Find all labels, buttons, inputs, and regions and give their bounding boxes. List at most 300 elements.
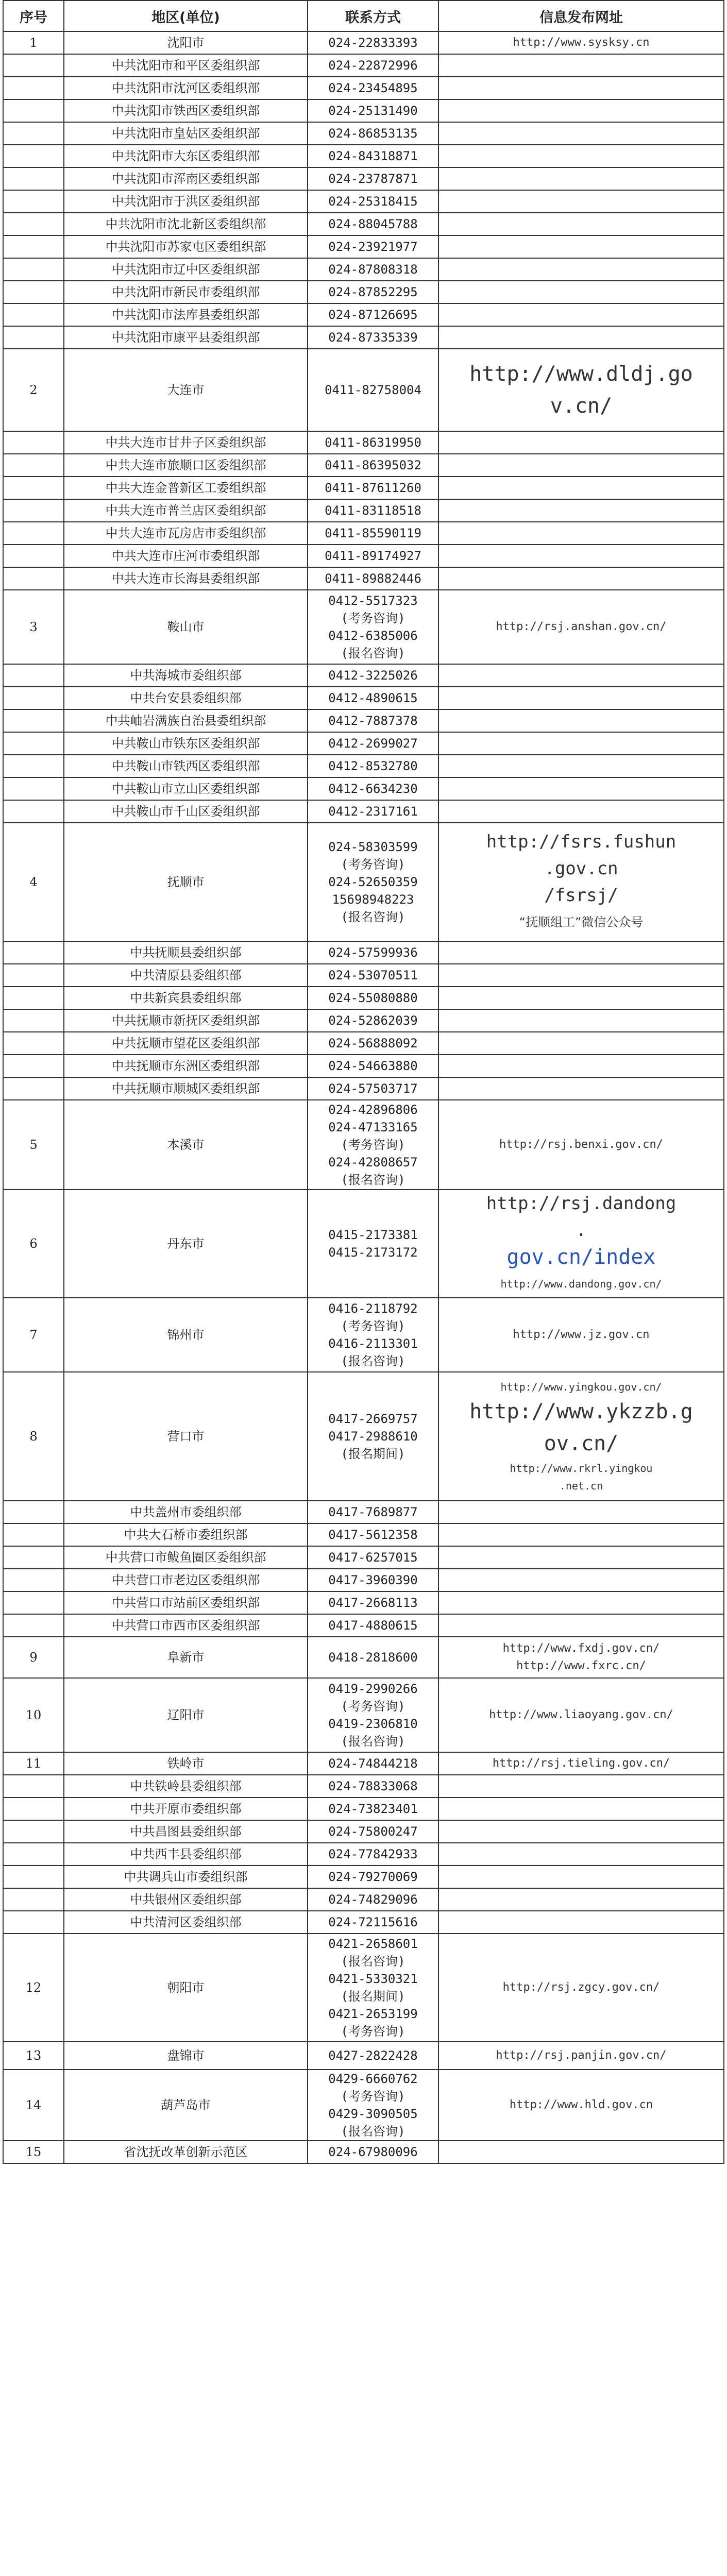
contact-line: 0419-2306810 xyxy=(328,1717,418,1731)
contact-line: 0411-83118518 xyxy=(325,503,421,518)
header-contact: 联系方式 xyxy=(308,1,438,31)
cell-area: 中共鞍山市立山区委组织部 xyxy=(64,777,308,800)
cell-contact xyxy=(308,1055,438,1077)
cell-area: 中共沈阳市铁西区委组织部 xyxy=(64,99,308,122)
header-no: 序号 xyxy=(3,1,64,31)
cell-area: 中共沈阳市大东区委组织部 xyxy=(64,145,308,167)
web-link[interactable]: http://www.fxrc.cn/ xyxy=(516,1659,646,1672)
cell-no: 7 xyxy=(3,1298,64,1372)
cell-contact xyxy=(308,99,438,122)
cell-web[interactable] xyxy=(438,1934,724,2042)
contact-line: (报名咨询) xyxy=(341,1734,405,1749)
cell-contact xyxy=(308,732,438,755)
cell-web[interactable] xyxy=(438,1678,724,1752)
cell-web xyxy=(438,732,724,755)
cell-contact xyxy=(308,499,438,522)
cell-web xyxy=(438,1843,724,1866)
cell-no xyxy=(3,987,64,1009)
contact-line: 024-22833393 xyxy=(328,36,418,50)
web-link[interactable]: http://www.liaoyang.gov.cn/ xyxy=(489,1708,673,1721)
cell-web xyxy=(438,545,724,567)
cell-contact xyxy=(308,800,438,823)
table-row xyxy=(3,1055,724,1077)
cell-contact xyxy=(308,1820,438,1843)
contact-line: 0417-7689877 xyxy=(328,1505,418,1519)
cell-no xyxy=(3,567,64,590)
cell-contact xyxy=(308,1501,438,1523)
cell-no xyxy=(3,1055,64,1077)
contact-line: 024-57599936 xyxy=(328,945,418,960)
cell-web xyxy=(438,1614,724,1637)
cell-no: 6 xyxy=(3,1190,64,1298)
cell-area: 葫芦岛市 xyxy=(64,2070,308,2141)
cell-web[interactable] xyxy=(438,590,724,664)
web-line: gov.cn/index xyxy=(506,1245,656,1269)
cell-web xyxy=(438,1888,724,1911)
contact-line: 024-23787871 xyxy=(328,172,418,186)
cell-web[interactable] xyxy=(438,1298,724,1372)
cell-web[interactable] xyxy=(438,2042,724,2070)
cell-no xyxy=(3,1569,64,1591)
cell-contact xyxy=(308,823,438,941)
cell-web xyxy=(438,1009,724,1032)
cell-no xyxy=(3,1843,64,1866)
web-link[interactable]: http://www.dandong.gov.cn/ xyxy=(500,1278,662,1290)
cell-no: 11 xyxy=(3,1752,64,1775)
contact-line: 0429-6660762 xyxy=(328,2072,418,2086)
table-header-row xyxy=(3,1,724,31)
table-row xyxy=(3,2042,724,2070)
cell-contact xyxy=(308,122,438,145)
cell-web xyxy=(438,1032,724,1055)
cell-contact xyxy=(308,590,438,664)
contact-line: 024-52650359 xyxy=(328,875,418,889)
cell-area: 中共大连市庄河市委组织部 xyxy=(64,545,308,567)
cell-no xyxy=(3,1775,64,1798)
cell-area: 本溪市 xyxy=(64,1100,308,1190)
table-row xyxy=(3,499,724,522)
header-web: 信息发布网址 xyxy=(438,1,724,31)
contact-line: 024-87335339 xyxy=(328,330,418,345)
cell-no xyxy=(3,732,64,755)
cell-no xyxy=(3,99,64,122)
web-link[interactable]: http://www.fxdj.gov.cn/ xyxy=(502,1642,660,1655)
cell-no xyxy=(3,800,64,823)
cell-no xyxy=(3,54,64,77)
table-row xyxy=(3,1798,724,1820)
cell-web xyxy=(438,1798,724,1820)
table-row xyxy=(3,1546,724,1569)
cell-no xyxy=(3,1866,64,1888)
header-area: 地区(单位) xyxy=(64,1,308,31)
cell-contact xyxy=(308,1678,438,1752)
contact-line: (考务咨询) xyxy=(341,2089,405,2104)
table-row xyxy=(3,303,724,326)
web-link[interactable]: http://rsj.anshan.gov.cn/ xyxy=(496,620,667,633)
cell-area: 中共营口市老边区委组织部 xyxy=(64,1569,308,1591)
contact-line: (报名咨询) xyxy=(341,646,405,660)
cell-area: 中共大连市旅顺口区委组织部 xyxy=(64,454,308,477)
web-link[interactable]: http://fsrs.fushun xyxy=(486,832,677,852)
cell-area: 中共盖州市委组织部 xyxy=(64,1501,308,1523)
contact-line: 0415-2173381 xyxy=(328,1228,418,1242)
cell-area: 中共沈阳市于洪区委组织部 xyxy=(64,190,308,213)
contact-line: 024-22872996 xyxy=(328,58,418,73)
table-row xyxy=(3,1678,724,1752)
cell-no xyxy=(3,235,64,258)
cell-no xyxy=(3,281,64,303)
cell-no: 12 xyxy=(3,1934,64,2042)
contact-line: 0412-5517323 xyxy=(328,594,418,608)
cell-area: 中共沈阳市康平县委组织部 xyxy=(64,326,308,349)
table-body xyxy=(3,31,724,2163)
web-line: /fsrsj/ xyxy=(544,885,618,906)
cell-web[interactable] xyxy=(438,349,724,431)
contact-line: (报名咨询) xyxy=(341,1173,405,1187)
cell-area: 中共岫岩满族自治县委组织部 xyxy=(64,709,308,732)
cell-web xyxy=(438,777,724,800)
cell-web xyxy=(438,1055,724,1077)
cell-web[interactable] xyxy=(438,1752,724,1775)
table-row xyxy=(3,1501,724,1523)
table-row xyxy=(3,777,724,800)
contact-line: 0417-5612358 xyxy=(328,1528,418,1542)
contact-line: 024-58303599 xyxy=(328,840,418,854)
cell-contact xyxy=(308,1934,438,2042)
table-row xyxy=(3,2141,724,2163)
cell-web[interactable] xyxy=(438,2070,724,2141)
contact-line: 0412-2699027 xyxy=(328,736,418,751)
cell-contact xyxy=(308,303,438,326)
cell-contact xyxy=(308,1591,438,1614)
table-row xyxy=(3,77,724,99)
cell-area: 抚顺市 xyxy=(64,823,308,941)
cell-contact xyxy=(308,2141,438,2163)
cell-no xyxy=(3,522,64,545)
contact-line: 0417-2988610 xyxy=(328,1429,418,1444)
cell-web xyxy=(438,1569,724,1591)
table-row xyxy=(3,122,724,145)
cell-area: 中共鞍山市铁西区委组织部 xyxy=(64,755,308,777)
table-row xyxy=(3,964,724,987)
cell-no xyxy=(3,190,64,213)
cell-web xyxy=(438,522,724,545)
cell-contact xyxy=(308,1523,438,1546)
cell-area: 中共海城市委组织部 xyxy=(64,664,308,687)
cell-area: 中共沈阳市浑南区委组织部 xyxy=(64,167,308,190)
cell-contact xyxy=(308,755,438,777)
contact-line: 0417-6257015 xyxy=(328,1550,418,1565)
cell-area: 中共沈阳市辽中区委组织部 xyxy=(64,258,308,281)
contact-line: 0418-2818600 xyxy=(328,1650,418,1665)
table-row xyxy=(3,1032,724,1055)
table-row xyxy=(3,167,724,190)
contact-line: 0415-2173172 xyxy=(328,1245,418,1260)
contact-line: 024-77842933 xyxy=(328,1847,418,1861)
cell-area: 中共沈阳市和平区委组织部 xyxy=(64,54,308,77)
cell-area: 中共大连市普兰店区委组织部 xyxy=(64,499,308,522)
cell-web xyxy=(438,1523,724,1546)
cell-area: 辽阳市 xyxy=(64,1678,308,1752)
table-row xyxy=(3,326,724,349)
cell-web xyxy=(438,2141,724,2163)
contact-line: 0419-2990266 xyxy=(328,1682,418,1696)
cell-web xyxy=(438,303,724,326)
contact-line: 0417-4880615 xyxy=(328,1618,418,1633)
contact-line: 024-86853135 xyxy=(328,126,418,141)
cell-web xyxy=(438,755,724,777)
cell-web xyxy=(438,190,724,213)
cell-contact xyxy=(308,258,438,281)
cell-no xyxy=(3,545,64,567)
cell-no: 1 xyxy=(3,31,64,54)
contact-line: 024-75800247 xyxy=(328,1824,418,1839)
web-link[interactable]: http://www.ykzzb.g xyxy=(469,1400,693,1423)
cell-no: 4 xyxy=(3,823,64,941)
cell-area: 中共沈阳市皇姑区委组织部 xyxy=(64,122,308,145)
contact-line: 024-74844218 xyxy=(328,1756,418,1771)
cell-web xyxy=(438,54,724,77)
cell-web xyxy=(438,258,724,281)
cell-web xyxy=(438,145,724,167)
cell-no xyxy=(3,755,64,777)
cell-area: 中共抚顺市东洲区委组织部 xyxy=(64,1055,308,1077)
cell-contact xyxy=(308,54,438,77)
web-link[interactable]: http://www.dldj.go xyxy=(469,362,693,386)
table-row xyxy=(3,987,724,1009)
web-link[interactable]: http://rsj.tieling.gov.cn/ xyxy=(492,1757,670,1770)
table-row xyxy=(3,2070,724,2141)
cell-no: 10 xyxy=(3,1678,64,1752)
cell-web xyxy=(438,122,724,145)
cell-no xyxy=(3,1501,64,1523)
contact-line: 024-56888092 xyxy=(328,1036,418,1050)
cell-no xyxy=(3,1032,64,1055)
contact-line: 024-84318871 xyxy=(328,149,418,163)
cell-no xyxy=(3,326,64,349)
contact-line: 0417-2669757 xyxy=(328,1412,418,1426)
contact-line: 024-53070511 xyxy=(328,968,418,982)
contact-line: (报名咨询) xyxy=(341,910,405,924)
cell-contact xyxy=(308,709,438,732)
web-link[interactable]: http://www.yingkou.gov.cn/ xyxy=(500,1381,662,1393)
cell-contact xyxy=(308,190,438,213)
contact-line: (报名咨询) xyxy=(341,1354,405,1368)
cell-contact xyxy=(308,431,438,454)
table-row xyxy=(3,732,724,755)
table-row xyxy=(3,213,724,235)
cell-no xyxy=(3,941,64,964)
cell-no xyxy=(3,145,64,167)
table-row xyxy=(3,1888,724,1911)
cell-area: 中共开原市委组织部 xyxy=(64,1798,308,1820)
web-link[interactable]: http://rsj.zgcy.gov.cn/ xyxy=(502,1981,660,1994)
cell-contact xyxy=(308,522,438,545)
cell-area: 中共西丰县委组织部 xyxy=(64,1843,308,1866)
cell-area: 省沈抚改革创新示范区 xyxy=(64,2141,308,2163)
cell-web[interactable] xyxy=(438,1190,724,1298)
cell-area: 大连市 xyxy=(64,349,308,431)
cell-web xyxy=(438,477,724,499)
cell-contact xyxy=(308,2070,438,2141)
contact-line: 024-87852295 xyxy=(328,285,418,299)
contact-line: 024-87126695 xyxy=(328,308,418,322)
cell-no: 3 xyxy=(3,590,64,664)
cell-no: 15 xyxy=(3,2141,64,2163)
contact-line: 024-87808318 xyxy=(328,262,418,277)
cell-web xyxy=(438,964,724,987)
contact-line: 15698948223 xyxy=(332,892,414,907)
cell-no xyxy=(3,777,64,800)
contact-line: 0412-7887378 xyxy=(328,714,418,728)
table-row xyxy=(3,800,724,823)
table-row xyxy=(3,522,724,545)
cell-no xyxy=(3,213,64,235)
cell-no xyxy=(3,258,64,281)
cell-area: 中共新宾县委组织部 xyxy=(64,987,308,1009)
cell-web xyxy=(438,800,724,823)
contact-line: (考务咨询) xyxy=(341,2024,405,2039)
cell-contact xyxy=(308,1372,438,1501)
contact-line: 024-67980096 xyxy=(328,2145,418,2159)
web-link[interactable]: http://www.jz.gov.cn xyxy=(513,1328,650,1341)
cell-web xyxy=(438,431,724,454)
cell-no xyxy=(3,1614,64,1637)
web-link[interactable]: http://www.rkrl.yingkou xyxy=(510,1462,653,1475)
cell-contact xyxy=(308,1866,438,1888)
cell-area: 中共沈阳市沈河区委组织部 xyxy=(64,77,308,99)
cell-area: 阜新市 xyxy=(64,1637,308,1678)
cell-area: 中共台安县委组织部 xyxy=(64,687,308,709)
web-line: ov.cn/ xyxy=(544,1432,619,1455)
cell-web[interactable] xyxy=(438,1637,724,1678)
contact-line: 024-42896806 xyxy=(328,1103,418,1117)
contact-line: (考务咨询) xyxy=(341,1138,405,1152)
table-row xyxy=(3,1614,724,1637)
cell-contact xyxy=(308,567,438,590)
cell-area: 中共抚顺市新抚区委组织部 xyxy=(64,1009,308,1032)
cell-web xyxy=(438,77,724,99)
cell-no: 9 xyxy=(3,1637,64,1678)
cell-no xyxy=(3,1523,64,1546)
cell-web xyxy=(438,709,724,732)
cell-no xyxy=(3,964,64,987)
table-row xyxy=(3,235,724,258)
cell-contact xyxy=(308,1190,438,1298)
table-row xyxy=(3,590,724,664)
cell-area: 朝阳市 xyxy=(64,1934,308,2042)
cell-no xyxy=(3,687,64,709)
cell-contact xyxy=(308,987,438,1009)
contact-line: (报名期间) xyxy=(341,1447,405,1461)
contact-line: 0411-86395032 xyxy=(325,458,421,472)
table-row xyxy=(3,145,724,167)
table-row xyxy=(3,54,724,77)
cell-web[interactable] xyxy=(438,1372,724,1501)
cell-contact xyxy=(308,1032,438,1055)
contact-line: 0421-2658601 xyxy=(328,1937,418,1951)
contact-line: 024-55080880 xyxy=(328,991,418,1005)
table-row xyxy=(3,1637,724,1678)
cell-contact xyxy=(308,1100,438,1190)
cell-contact xyxy=(308,941,438,964)
cell-area: 中共营口市西市区委组织部 xyxy=(64,1614,308,1637)
contact-line: 024-25131490 xyxy=(328,104,418,118)
cell-area: 中共营口市站前区委组织部 xyxy=(64,1591,308,1614)
cell-contact xyxy=(308,1614,438,1637)
cell-contact xyxy=(308,964,438,987)
cell-web xyxy=(438,326,724,349)
cell-area: 中共银州区委组织部 xyxy=(64,1888,308,1911)
table-row xyxy=(3,99,724,122)
cell-no xyxy=(3,664,64,687)
contact-line: 024-47133165 xyxy=(328,1120,418,1134)
table-row xyxy=(3,941,724,964)
cell-no xyxy=(3,454,64,477)
cell-no xyxy=(3,122,64,145)
contact-line: 0411-85590119 xyxy=(325,526,421,540)
cell-no xyxy=(3,499,64,522)
contact-line: 0417-2668113 xyxy=(328,1596,418,1610)
web-link[interactable]: http://rsj.dandong xyxy=(486,1193,677,1214)
cell-contact xyxy=(308,477,438,499)
cell-contact xyxy=(308,664,438,687)
web-link[interactable]: http://www.sysksy.cn xyxy=(513,36,650,49)
cell-web xyxy=(438,1501,724,1523)
cell-web xyxy=(438,1591,724,1614)
cell-contact xyxy=(308,281,438,303)
cell-area: 中共抚顺县委组织部 xyxy=(64,941,308,964)
contact-line: 0417-3960390 xyxy=(328,1573,418,1587)
table-row xyxy=(3,755,724,777)
cell-web[interactable] xyxy=(438,1100,724,1190)
cell-area: 中共沈阳市沈北新区委组织部 xyxy=(64,213,308,235)
cell-web[interactable] xyxy=(438,823,724,941)
table-row xyxy=(3,687,724,709)
web-link[interactable]: http://rsj.panjin.gov.cn/ xyxy=(496,2049,667,2062)
contact-line: 0412-4890615 xyxy=(328,691,418,705)
cell-web xyxy=(438,567,724,590)
web-line: . xyxy=(576,1220,587,1241)
cell-area: 中共抚顺市望花区委组织部 xyxy=(64,1032,308,1055)
cell-contact xyxy=(308,1843,438,1866)
cell-no xyxy=(3,1009,64,1032)
web-link[interactable]: http://www.hld.gov.cn xyxy=(509,2098,653,2111)
cell-no: 14 xyxy=(3,2070,64,2141)
web-line: “抚顺组工”微信公众号 xyxy=(519,915,644,929)
web-link[interactable]: http://rsj.benxi.gov.cn/ xyxy=(499,1138,663,1151)
cell-contact xyxy=(308,1077,438,1100)
cell-contact xyxy=(308,1775,438,1798)
cell-contact xyxy=(308,349,438,431)
contact-line: 0412-3225026 xyxy=(328,668,418,683)
cell-no: 5 xyxy=(3,1100,64,1190)
contact-line: 0411-87611260 xyxy=(325,481,421,495)
cell-area: 中共大连金普新区工委组织部 xyxy=(64,477,308,499)
table-row xyxy=(3,1866,724,1888)
cell-web xyxy=(438,1775,724,1798)
cell-area: 中共沈阳市法库县委组织部 xyxy=(64,303,308,326)
contact-line: 024-78833068 xyxy=(328,1779,418,1793)
cell-no: 13 xyxy=(3,2042,64,2070)
cell-no xyxy=(3,1546,64,1569)
cell-web[interactable] xyxy=(438,31,724,54)
table-row xyxy=(3,1523,724,1546)
web-line: .net.cn xyxy=(559,1480,603,1492)
cell-no xyxy=(3,431,64,454)
table-row xyxy=(3,431,724,454)
table-row xyxy=(3,1820,724,1843)
